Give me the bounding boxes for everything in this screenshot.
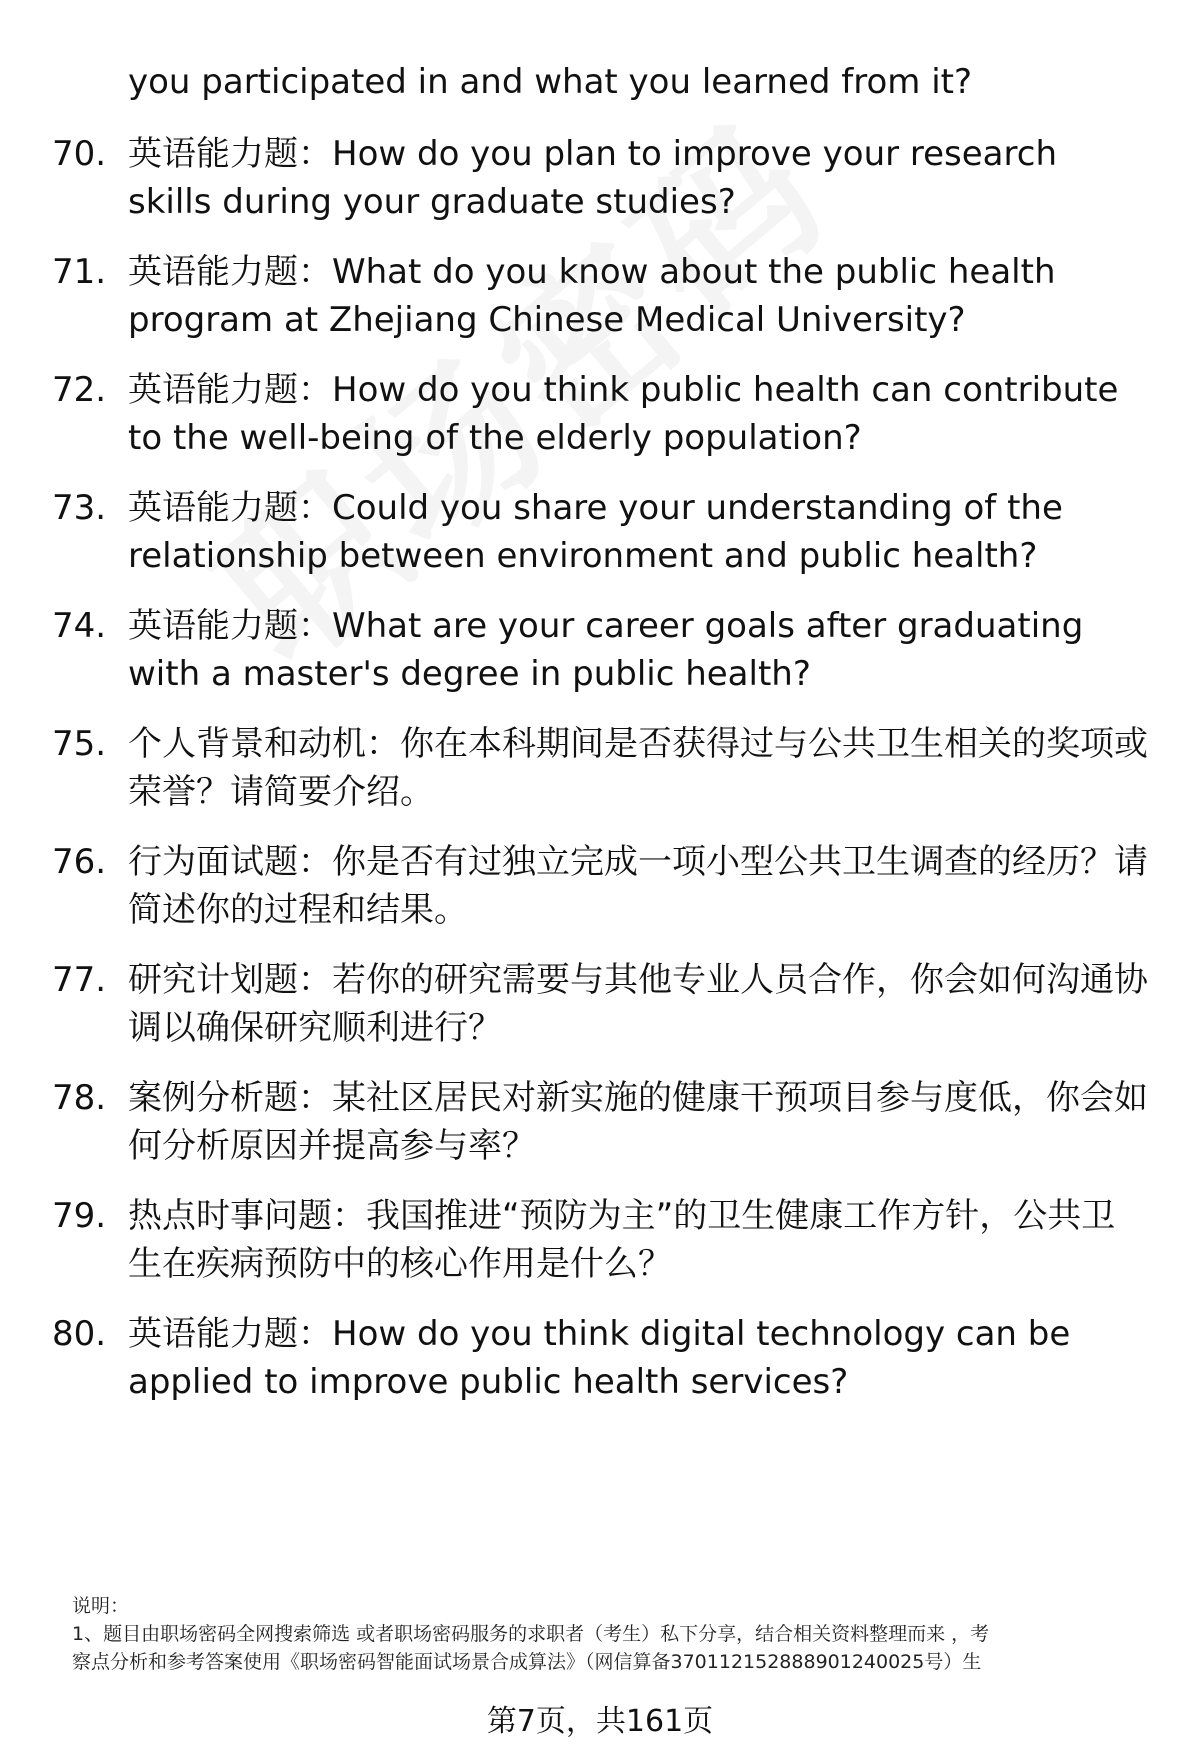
question-item-72	[52, 366, 1152, 462]
question-number: 70.	[52, 134, 107, 174]
question-item-79	[52, 1192, 1152, 1288]
question-text: 英语能力题：What are your career goals after graduating with a master's degree in public health?	[128, 606, 1084, 694]
question-number: 72.	[52, 370, 107, 410]
question-number: 71.	[52, 252, 107, 292]
notes-line: 1、题目由职场密码全网搜索筛选 或者职场密码服务的求职者（考生）私下分享，结合相关资料整理而来 ，考	[72, 1623, 990, 1645]
question-number: 77.	[52, 960, 107, 1000]
question-text: 案例分析题：某社区居民对新实施的健康干预项目参与度低，你会如何分析原因并提高参与率？	[128, 1078, 1148, 1166]
question-text: 英语能力题：How do you think public health can contribute to the well-being of the elderly population?	[128, 370, 1119, 458]
question-number: 79.	[52, 1196, 107, 1236]
page-number: 第7页，共161页	[486, 1704, 714, 1739]
question-text: 热点时事问题：我国推进“预防为主”的卫生健康工作方针，公共卫生在疾病预防中的核心作用是什么？	[128, 1196, 1116, 1284]
question-item-77	[52, 956, 1152, 1052]
question-text: 个人背景和动机：你在本科期间是否获得过与公共卫生相关的奖项或荣誉？请简要介绍。	[128, 724, 1148, 812]
notes-line: 察点分析和参考答案使用《职场密码智能面试场景合成算法》（网信算备370112152888901240025号）生	[72, 1651, 982, 1673]
question-item-74	[52, 602, 1152, 698]
question-item-76	[52, 838, 1152, 934]
question-text: 英语能力题：Could you share your understanding of the relationship between environment and public health?	[128, 488, 1063, 576]
question-item-71	[52, 248, 1152, 344]
question-item-70	[52, 130, 1152, 226]
question-number: 76.	[52, 842, 107, 882]
question-item-73	[52, 484, 1152, 580]
question-number: 73.	[52, 488, 107, 528]
question-text: 英语能力题：How do you plan to improve your research skills during your graduate studies?	[128, 134, 1057, 222]
question-number: 74.	[52, 606, 107, 646]
question-number: 75.	[52, 724, 107, 764]
question-continuation: you participated in and what you learned from it?	[128, 62, 973, 102]
notes-heading: 说明：	[72, 1595, 130, 1617]
question-item-75	[52, 720, 1152, 816]
question-number: 80.	[52, 1314, 107, 1354]
question-text: 英语能力题：How do you think digital technology can be applied to improve public health services?	[128, 1314, 1071, 1402]
question-text: 行为面试题：你是否有过独立完成一项小型公共卫生调查的经历？请简述你的过程和结果。	[128, 842, 1148, 930]
question-number: 78.	[52, 1078, 107, 1118]
question-text: 研究计划题：若你的研究需要与其他专业人员合作，你会如何沟通协调以确保研究顺利进行？	[128, 960, 1148, 1048]
question-item-78	[52, 1074, 1152, 1170]
question-item-80	[52, 1310, 1152, 1406]
notes-section	[72, 1592, 1152, 1676]
question-text: 英语能力题：What do you know about the public health program at Zhejiang Chinese Medical University?	[128, 252, 1056, 340]
